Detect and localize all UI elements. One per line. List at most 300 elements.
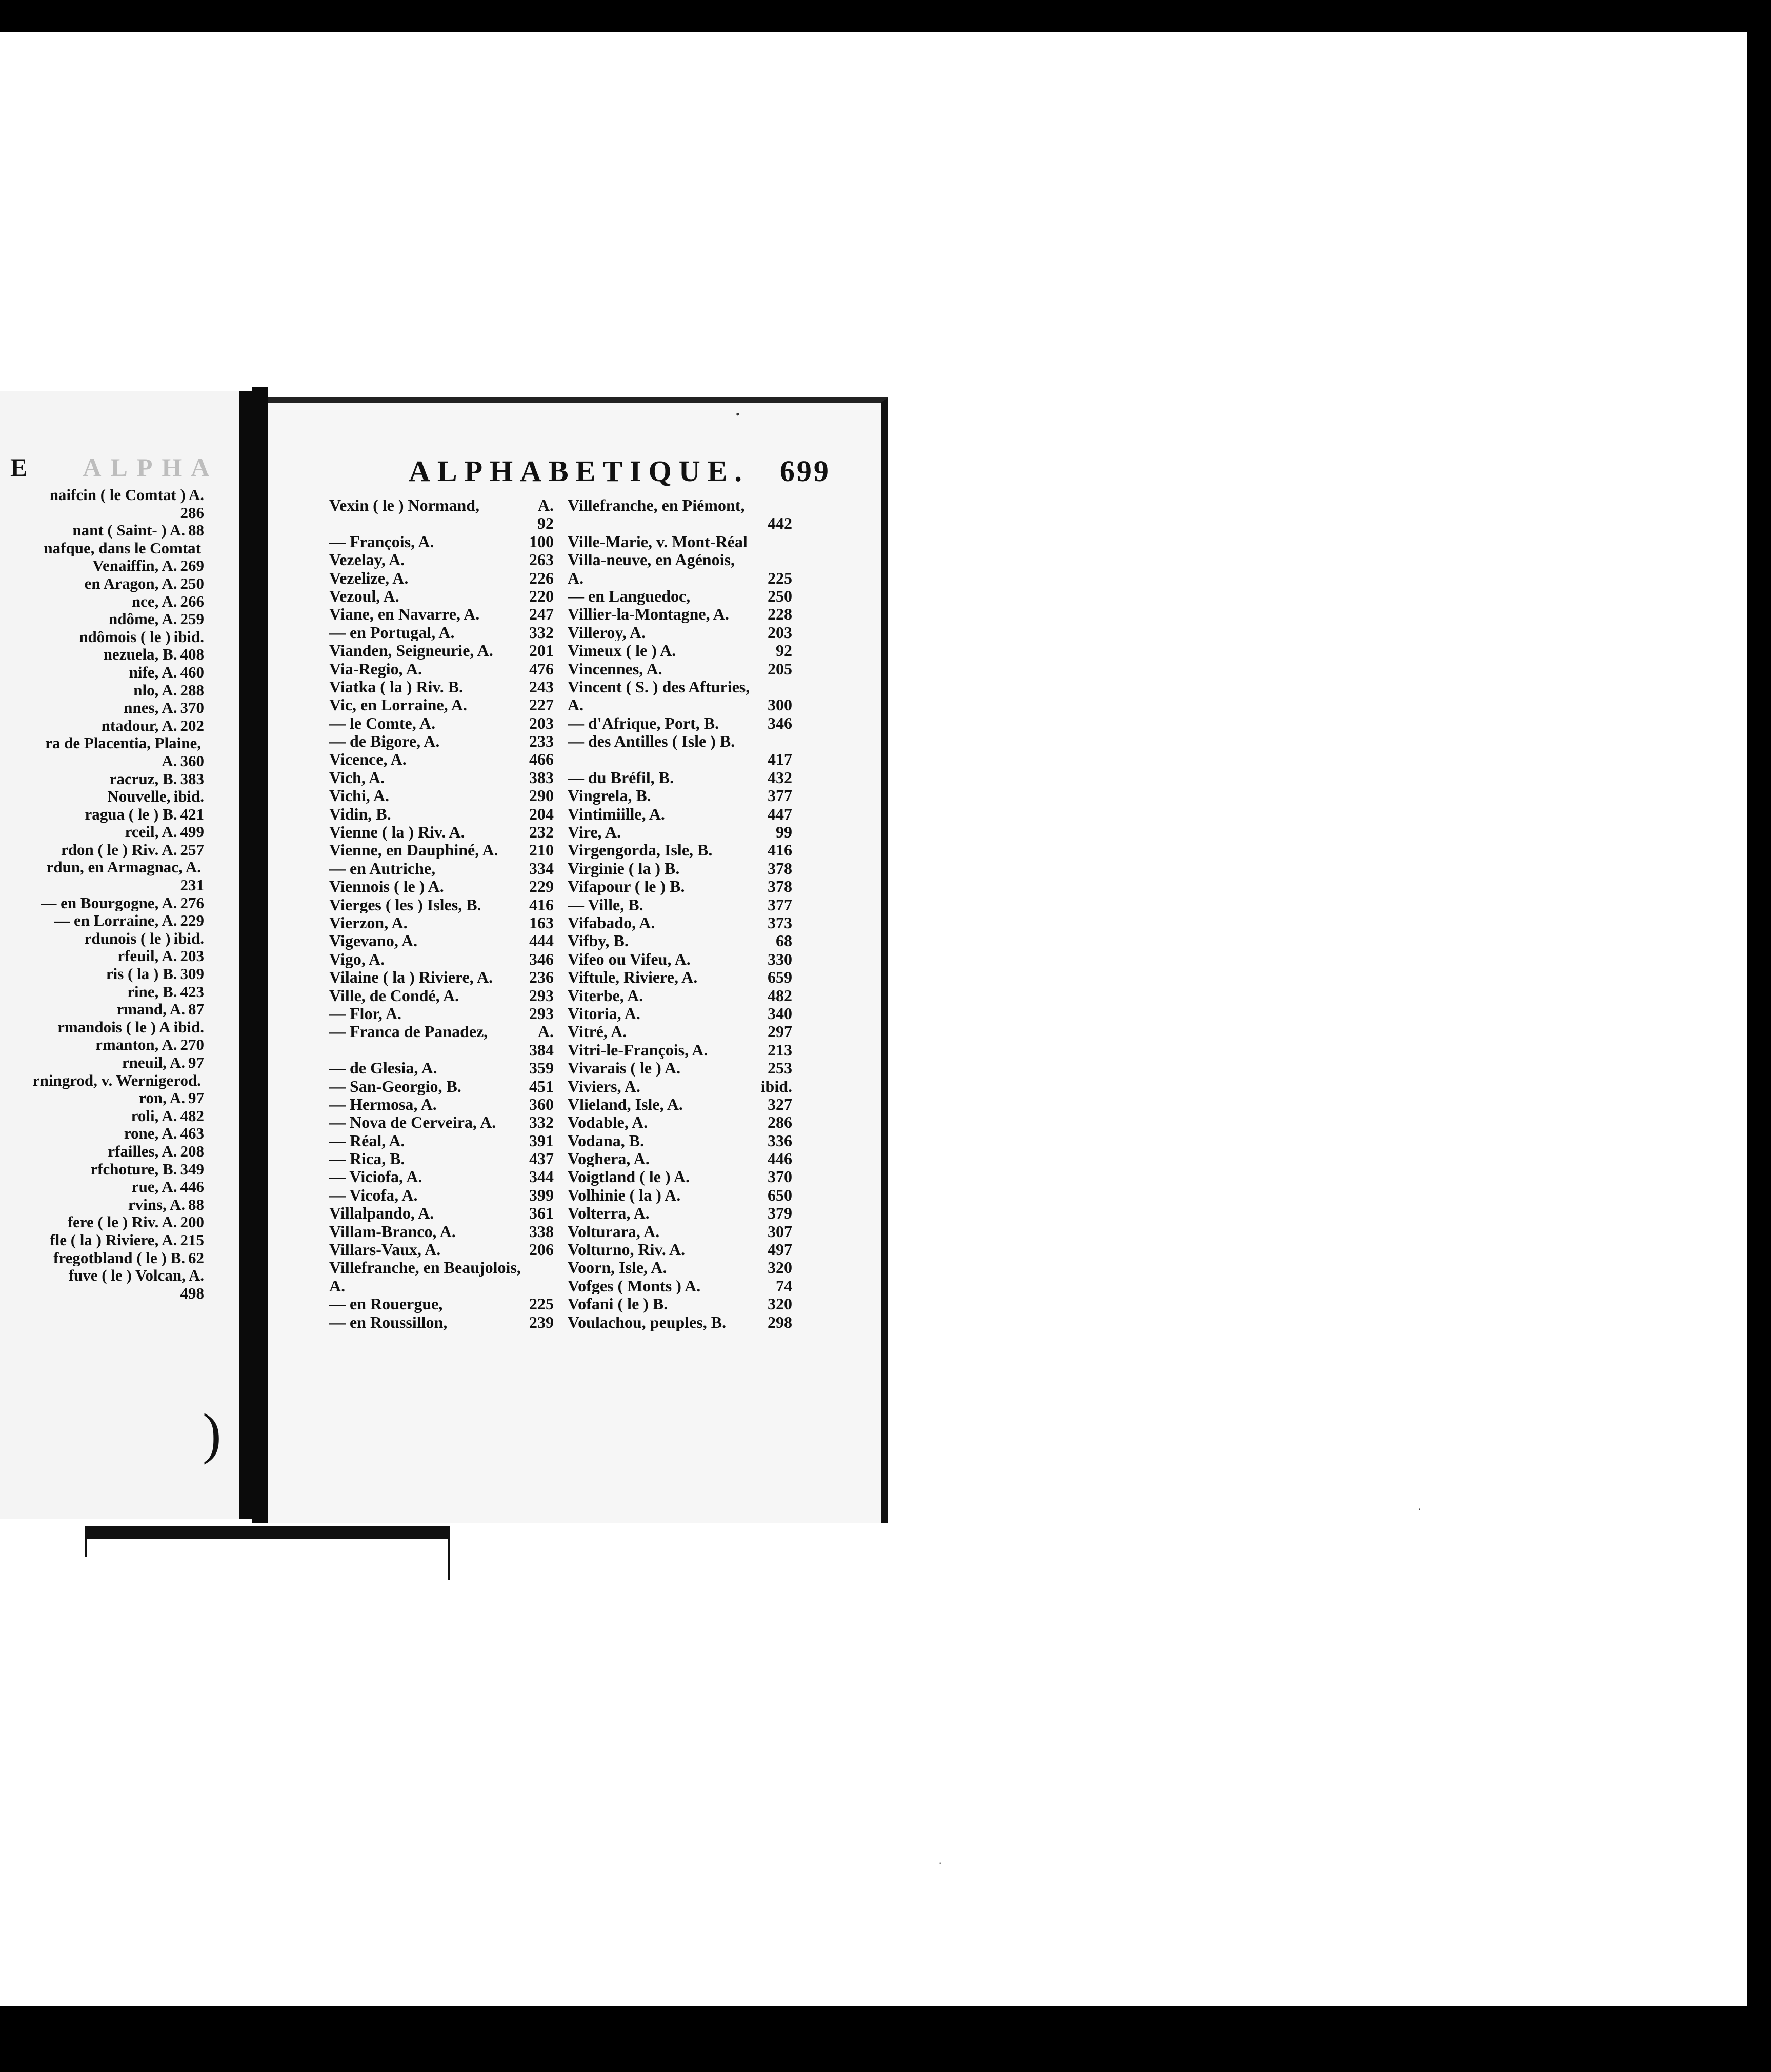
index-entry bbox=[0, 1071, 204, 1089]
entry-name: — Rica, B. bbox=[329, 1149, 405, 1168]
entry-name: Viviers, A. bbox=[568, 1077, 640, 1095]
entry-name: ntadour, A. bbox=[101, 716, 177, 734]
entry-page-ref: 309 bbox=[180, 965, 204, 983]
entry-page-ref: 391 bbox=[529, 1131, 554, 1150]
entry-name bbox=[0, 504, 177, 522]
index-entry bbox=[568, 514, 792, 532]
entry-name: Vich, A. bbox=[329, 768, 385, 787]
index-entry bbox=[568, 986, 792, 1004]
index-entry bbox=[329, 695, 554, 713]
entry-page-ref: 99 bbox=[776, 823, 792, 842]
entry-name: A. bbox=[568, 568, 584, 587]
entry-page-ref: 250 bbox=[768, 586, 792, 605]
index-entry bbox=[568, 750, 792, 768]
entry-name: naifcin ( le Comtat ) bbox=[49, 486, 186, 504]
index-entry bbox=[568, 913, 792, 931]
index-entry bbox=[568, 1059, 792, 1077]
index-entry bbox=[0, 929, 204, 947]
index-entry bbox=[329, 768, 554, 786]
index-entry bbox=[329, 550, 554, 568]
index-entry bbox=[329, 1313, 554, 1331]
entry-page-ref: 215 bbox=[180, 1230, 204, 1249]
entry-name: — en Autriche, bbox=[329, 859, 436, 878]
running-title: ALPHABETIQUE. bbox=[409, 454, 749, 488]
entry-page-ref: 97 bbox=[188, 1089, 204, 1107]
entry-page-ref: ibid. bbox=[173, 787, 204, 805]
index-entry bbox=[0, 556, 204, 574]
entry-name: ndômois ( le ) bbox=[79, 627, 171, 646]
entry-page-ref: 229 bbox=[180, 911, 204, 929]
index-entry bbox=[568, 1240, 792, 1258]
entry-name: ragua ( le ) B. bbox=[85, 805, 177, 823]
entry-page-ref: 377 bbox=[768, 895, 792, 914]
entry-name: rone, A. bbox=[124, 1124, 177, 1142]
index-entry bbox=[329, 1041, 554, 1059]
index-entry bbox=[0, 965, 204, 983]
entry-page-ref: 482 bbox=[768, 986, 792, 1005]
entry-page-ref: 466 bbox=[529, 750, 554, 769]
entry-name: — le Comte, A. bbox=[329, 713, 436, 732]
entry-name: Venaiffin, A. bbox=[92, 556, 177, 574]
index-entry bbox=[329, 1077, 554, 1095]
index-entry bbox=[329, 750, 554, 768]
index-entry bbox=[0, 1018, 204, 1036]
entry-name: Voigtland ( le ) A. bbox=[568, 1167, 690, 1186]
entry-page-ref: 349 bbox=[180, 1160, 204, 1178]
entry-page-ref: 307 bbox=[768, 1222, 792, 1241]
entry-name: Villa-neuve, en Agénois, bbox=[568, 550, 735, 569]
index-entry bbox=[568, 1222, 792, 1240]
entry-name: Vincent ( S. ) des Afturies, bbox=[568, 677, 750, 696]
entry-name: — Réal, A. bbox=[329, 1131, 405, 1150]
index-entry bbox=[568, 895, 792, 913]
index-entry bbox=[0, 1000, 204, 1018]
index-entry bbox=[329, 1204, 554, 1222]
entry-page-ref: 417 bbox=[768, 750, 792, 769]
entry-name: nlo, A. bbox=[133, 681, 177, 699]
index-entry bbox=[329, 1059, 554, 1077]
entry-page-ref: 320 bbox=[768, 1258, 792, 1277]
entry-name: Villam-Branco, A. bbox=[329, 1222, 456, 1241]
index-entry bbox=[568, 841, 792, 859]
index-entry bbox=[568, 1095, 792, 1113]
entry-name: — François, A. bbox=[329, 532, 434, 551]
entry-page-ref: A. bbox=[537, 496, 554, 514]
index-entry bbox=[329, 968, 554, 986]
entry-name: rmanton, A. bbox=[95, 1035, 177, 1053]
entry-name bbox=[0, 1284, 177, 1302]
index-entry bbox=[568, 1004, 792, 1022]
entry-page-ref: 332 bbox=[529, 623, 554, 642]
index-entry bbox=[568, 968, 792, 986]
index-entry bbox=[0, 1196, 204, 1213]
entry-page-ref: 68 bbox=[776, 931, 792, 950]
entry-page-ref: 432 bbox=[768, 768, 792, 787]
entry-name: Vidin, B. bbox=[329, 804, 391, 823]
index-entry bbox=[0, 983, 204, 1001]
index-entry bbox=[329, 496, 554, 514]
entry-name: — d'Afrique, Port, B. bbox=[568, 713, 719, 732]
entry-page-ref: 257 bbox=[180, 840, 204, 859]
index-entry bbox=[0, 876, 204, 894]
index-entry bbox=[568, 877, 792, 895]
index-entry bbox=[568, 1022, 792, 1040]
entry-page-ref: 378 bbox=[768, 859, 792, 878]
index-entry bbox=[0, 521, 204, 539]
index-entry bbox=[0, 628, 204, 646]
entry-name: Vilaine ( la ) Riviere, A. bbox=[329, 968, 493, 986]
entry-page-ref: 100 bbox=[529, 532, 554, 551]
entry-page-ref: 437 bbox=[529, 1149, 554, 1168]
index-entry bbox=[0, 1284, 204, 1302]
index-entry bbox=[0, 1160, 204, 1178]
entry-page-ref: 447 bbox=[768, 804, 792, 823]
index-entry bbox=[329, 678, 554, 695]
entry-name: — du Bréfil, B. bbox=[568, 768, 674, 787]
entry-name: nce, A. bbox=[131, 592, 177, 610]
index-entry bbox=[568, 805, 792, 823]
entry-page-ref: 499 bbox=[180, 823, 204, 841]
entry-name: Vintimiille, A. bbox=[568, 804, 665, 823]
index-entry bbox=[329, 1022, 554, 1040]
entry-name: rine, B. bbox=[127, 982, 177, 1001]
entry-page-ref: 446 bbox=[768, 1149, 792, 1168]
entry-name: A. bbox=[568, 695, 584, 714]
entry-name: — en Rouergue, bbox=[329, 1294, 443, 1313]
index-entry bbox=[568, 678, 792, 695]
index-entry bbox=[0, 610, 204, 628]
entry-page-ref: 201 bbox=[529, 641, 554, 660]
entry-page-ref: 379 bbox=[768, 1204, 792, 1223]
entry-page-ref: 421 bbox=[180, 805, 204, 823]
left-page bbox=[0, 391, 252, 1519]
index-entry bbox=[568, 1113, 792, 1131]
entry-name: nife, A. bbox=[129, 663, 177, 681]
entry-name: Vifapour ( le ) B. bbox=[568, 877, 685, 895]
entry-page-ref: 293 bbox=[529, 1004, 554, 1023]
index-entry bbox=[0, 1053, 204, 1071]
entry-name: ndôme, A. bbox=[109, 610, 177, 628]
entry-page-ref: 359 bbox=[529, 1059, 554, 1078]
left-header-letter: E bbox=[10, 453, 37, 482]
entry-page-ref: 88 bbox=[188, 521, 204, 539]
entry-name: Volterra, A. bbox=[568, 1204, 650, 1222]
index-entry bbox=[0, 1213, 204, 1231]
entry-page-ref: 383 bbox=[180, 769, 204, 788]
index-entry bbox=[568, 1041, 792, 1059]
entry-page-ref: 327 bbox=[768, 1094, 792, 1113]
entry-page-ref: 476 bbox=[529, 659, 554, 678]
entry-name: Vezelize, A. bbox=[329, 568, 409, 587]
left-page-header bbox=[10, 452, 218, 482]
entry-name: Vincennes, A. bbox=[568, 659, 662, 678]
entry-name: Viane, en Navarre, A. bbox=[329, 605, 480, 623]
entry-name: Vingrela, B. bbox=[568, 786, 651, 805]
closing-parenthesis-mark: ) bbox=[203, 1402, 222, 1465]
entry-name: Voorn, Isle, A. bbox=[568, 1258, 667, 1277]
index-entry bbox=[329, 1277, 554, 1294]
entry-page-ref: 213 bbox=[768, 1040, 792, 1059]
entry-page-ref: 243 bbox=[529, 677, 554, 696]
entry-name: fle ( la ) Riviere, A. bbox=[50, 1230, 177, 1249]
index-entry bbox=[0, 574, 204, 592]
index-entry bbox=[568, 768, 792, 786]
entry-page-ref: 259 bbox=[180, 610, 204, 628]
entry-page-ref: 460 bbox=[180, 663, 204, 681]
entry-name bbox=[568, 750, 764, 768]
index-entry bbox=[0, 699, 204, 716]
entry-name: — en Roussillon, bbox=[329, 1312, 448, 1331]
entry-name: nafque, dans le Comtat bbox=[44, 539, 201, 557]
entry-page-ref: 416 bbox=[768, 841, 792, 860]
entry-page-ref: 247 bbox=[529, 605, 554, 624]
index-entry bbox=[0, 681, 204, 699]
entry-page-ref: 408 bbox=[180, 645, 204, 663]
entry-page-ref: A. bbox=[537, 1022, 554, 1041]
index-entry bbox=[0, 1107, 204, 1125]
entry-name: Voulachou, peuples, B. bbox=[568, 1312, 727, 1331]
entry-name: fere ( le ) Riv. A. bbox=[67, 1213, 177, 1231]
index-entry bbox=[0, 734, 204, 752]
index-entry bbox=[329, 1240, 554, 1258]
entry-page-ref: 482 bbox=[180, 1106, 204, 1125]
entry-name: nezuela, B. bbox=[103, 645, 177, 663]
entry-page-ref: 370 bbox=[768, 1167, 792, 1186]
entry-page-ref: 498 bbox=[180, 1284, 204, 1302]
entry-name: Volhinie ( la ) A. bbox=[568, 1185, 681, 1204]
entry-name: racruz, B. bbox=[109, 769, 177, 788]
entry-name: roli, A. bbox=[131, 1106, 177, 1125]
entry-name: Vexin ( le ) Normand, bbox=[329, 496, 480, 514]
entry-page-ref: ibid. bbox=[173, 1018, 204, 1036]
index-entry bbox=[329, 1294, 554, 1312]
index-entry bbox=[0, 1035, 204, 1053]
entry-name: Vimeux ( le ) A. bbox=[568, 641, 676, 660]
entry-name: rdun, en Armagnac, A. bbox=[46, 858, 201, 876]
index-entry bbox=[329, 569, 554, 587]
index-entry bbox=[568, 532, 792, 550]
entry-name: Vezelay, A. bbox=[329, 550, 405, 569]
entry-page-ref: 225 bbox=[529, 1294, 554, 1313]
entry-page-ref: 74 bbox=[776, 1276, 792, 1295]
entry-name: rfchoture, B. bbox=[90, 1160, 177, 1178]
entry-name: — Viciofa, A. bbox=[329, 1167, 422, 1186]
entry-page-ref: ibid. bbox=[173, 627, 204, 646]
index-entry bbox=[0, 663, 204, 681]
entry-name: Villars-Vaux, A. bbox=[329, 1240, 441, 1259]
index-entry bbox=[568, 1204, 792, 1222]
entry-name: fregotbland ( le ) B. bbox=[53, 1248, 185, 1267]
entry-page-ref: 332 bbox=[529, 1113, 554, 1132]
entry-page-ref: 373 bbox=[768, 913, 792, 932]
index-entry bbox=[568, 1258, 792, 1276]
entry-name: Vierges ( les ) Isles, B. bbox=[329, 895, 481, 913]
index-entry bbox=[0, 894, 204, 912]
entry-name: rdunois ( le ) bbox=[84, 929, 171, 947]
entry-page-ref: A. bbox=[188, 1266, 204, 1284]
index-entry bbox=[0, 841, 204, 859]
entry-name: Via-Regio, A. bbox=[329, 659, 422, 678]
entry-page-ref: 269 bbox=[180, 556, 204, 574]
entry-page-ref: 200 bbox=[180, 1213, 204, 1231]
entry-name: Vichi, A. bbox=[329, 786, 390, 805]
index-entry bbox=[329, 859, 554, 877]
entry-name: — Flor, A. bbox=[329, 1004, 402, 1023]
index-entry bbox=[568, 569, 792, 587]
book-gutter bbox=[252, 387, 268, 1523]
entry-page-ref: 361 bbox=[529, 1204, 554, 1223]
entry-name: rue, A. bbox=[131, 1178, 177, 1196]
entry-name: Volturara, A. bbox=[568, 1222, 660, 1241]
entry-page-ref: ibid. bbox=[173, 929, 204, 947]
index-entry bbox=[329, 1149, 554, 1167]
entry-name: nnes, A. bbox=[124, 699, 177, 716]
entry-name: rningrod, v. Wernigerod. bbox=[32, 1071, 201, 1089]
entry-name: A. bbox=[329, 1276, 346, 1295]
entry-name: Villier-la-Montagne, A. bbox=[568, 605, 729, 623]
left-index-column bbox=[0, 486, 204, 1302]
dust-speck: · bbox=[938, 1857, 942, 1869]
index-entry bbox=[0, 592, 204, 610]
entry-page-ref: 300 bbox=[768, 695, 792, 714]
entry-name: Ville-Marie, v. Mont-Réal bbox=[568, 532, 748, 551]
entry-name: Vitri-le-François, A. bbox=[568, 1040, 708, 1059]
entry-name bbox=[329, 514, 534, 532]
index-entry bbox=[329, 1222, 554, 1240]
page-edge-line bbox=[448, 1526, 450, 1580]
entry-name: ris ( la ) B. bbox=[106, 965, 177, 983]
entry-page-ref: 659 bbox=[768, 968, 792, 987]
entry-name bbox=[568, 514, 764, 532]
entry-name: — en Portugal, A. bbox=[329, 623, 455, 642]
right-page-header bbox=[409, 454, 831, 488]
entry-name: Villefranche, en Beaujolois, bbox=[329, 1258, 521, 1277]
entry-name: Vezoul, A. bbox=[329, 586, 399, 605]
entry-name: — en Bourgogne, A. bbox=[41, 893, 177, 912]
index-entry bbox=[329, 786, 554, 804]
entry-page-ref: 377 bbox=[768, 786, 792, 805]
entry-page-ref: 253 bbox=[768, 1059, 792, 1078]
index-entry bbox=[329, 823, 554, 841]
entry-name: — Ville, B. bbox=[568, 895, 643, 913]
index-entry bbox=[0, 504, 204, 522]
entry-page-ref: 204 bbox=[529, 804, 554, 823]
entry-page-ref: A. bbox=[188, 486, 204, 504]
entry-page-ref: 163 bbox=[529, 913, 554, 932]
entry-name: — en Lorraine, A. bbox=[54, 911, 177, 929]
index-entry bbox=[329, 514, 554, 532]
entry-name: — Hermosa, A. bbox=[329, 1094, 437, 1113]
entry-name: Vitoria, A. bbox=[568, 1004, 640, 1023]
right-page bbox=[268, 397, 888, 1523]
index-column-left bbox=[329, 496, 554, 1331]
entry-page-ref: 423 bbox=[180, 982, 204, 1001]
index-entry bbox=[568, 950, 792, 968]
entry-name: Vifabado, A. bbox=[568, 913, 655, 932]
entry-page-ref: 340 bbox=[768, 1004, 792, 1023]
entry-name: Virginie ( la ) B. bbox=[568, 859, 680, 878]
entry-page-ref: 416 bbox=[529, 895, 554, 914]
index-entry bbox=[329, 877, 554, 895]
entry-page-ref: 210 bbox=[529, 841, 554, 860]
entry-name: Nouvelle, bbox=[107, 787, 171, 805]
index-entry bbox=[329, 1258, 554, 1276]
index-entry bbox=[329, 913, 554, 931]
entry-page-ref: 288 bbox=[180, 681, 204, 699]
entry-name: Vitré, A. bbox=[568, 1022, 627, 1041]
entry-page-ref: 236 bbox=[529, 968, 554, 987]
entry-page-ref: 203 bbox=[180, 947, 204, 965]
entry-page-ref: 346 bbox=[768, 713, 792, 732]
entry-page-ref: 286 bbox=[768, 1113, 792, 1132]
entry-name: Vodana, B. bbox=[568, 1131, 645, 1150]
entry-page-ref: 463 bbox=[180, 1124, 204, 1142]
index-entry bbox=[568, 859, 792, 877]
entry-name: Voghera, A. bbox=[568, 1149, 650, 1168]
entry-name: Ville, de Condé, A. bbox=[329, 986, 459, 1004]
entry-page-ref: 286 bbox=[180, 503, 204, 522]
entry-name: Vigo, A. bbox=[329, 949, 385, 968]
entry-page-ref: 338 bbox=[529, 1222, 554, 1241]
entry-name: Vofges ( Monts ) A. bbox=[568, 1276, 701, 1295]
index-entry bbox=[329, 1095, 554, 1113]
entry-name: en Aragon, A. bbox=[84, 574, 177, 592]
index-entry bbox=[0, 539, 204, 557]
entry-name: rvins, A. bbox=[128, 1195, 185, 1213]
index-entry bbox=[568, 1186, 792, 1204]
entry-name: Vivarais ( le ) A. bbox=[568, 1059, 681, 1077]
entry-page-ref: 202 bbox=[180, 716, 204, 734]
entry-name: Vifeo ou Vifeu, A. bbox=[568, 949, 691, 968]
index-entry bbox=[568, 1131, 792, 1149]
index-entry bbox=[568, 823, 792, 841]
index-entry bbox=[0, 486, 204, 504]
index-entry bbox=[568, 605, 792, 623]
entry-page-ref: 446 bbox=[180, 1178, 204, 1196]
entry-page-ref: 384 bbox=[529, 1040, 554, 1059]
entry-page-ref: 88 bbox=[188, 1195, 204, 1213]
entry-name: Viennois ( le ) A. bbox=[329, 877, 444, 895]
entry-page-ref: 399 bbox=[529, 1185, 554, 1204]
index-entry bbox=[329, 714, 554, 732]
entry-name: Vierzon, A. bbox=[329, 913, 408, 932]
index-entry bbox=[329, 986, 554, 1004]
entry-page-ref: 87 bbox=[188, 1000, 204, 1018]
index-entry bbox=[329, 1113, 554, 1131]
dust-speck: • bbox=[736, 408, 740, 421]
index-entry bbox=[568, 587, 792, 605]
entry-page-ref: 250 bbox=[180, 574, 204, 592]
entry-page-ref: 232 bbox=[529, 823, 554, 842]
index-entry bbox=[329, 950, 554, 968]
index-entry bbox=[568, 1167, 792, 1185]
entry-name: Villalpando, A. bbox=[329, 1204, 434, 1222]
index-entry bbox=[0, 1124, 204, 1142]
index-entry bbox=[568, 550, 792, 568]
index-entry bbox=[329, 805, 554, 823]
entry-name: — en Languedoc, bbox=[568, 586, 691, 605]
index-entry bbox=[568, 1294, 792, 1312]
entry-name: A. bbox=[162, 751, 177, 770]
entry-page-ref: 92 bbox=[537, 514, 554, 533]
entry-name: Vigevano, A. bbox=[329, 931, 418, 950]
index-entry bbox=[0, 645, 204, 663]
entry-page-ref: 270 bbox=[180, 1035, 204, 1053]
index-entry bbox=[0, 1178, 204, 1196]
entry-page-ref: 346 bbox=[529, 949, 554, 968]
entry-page-ref: 370 bbox=[180, 699, 204, 716]
index-entry bbox=[568, 660, 792, 678]
